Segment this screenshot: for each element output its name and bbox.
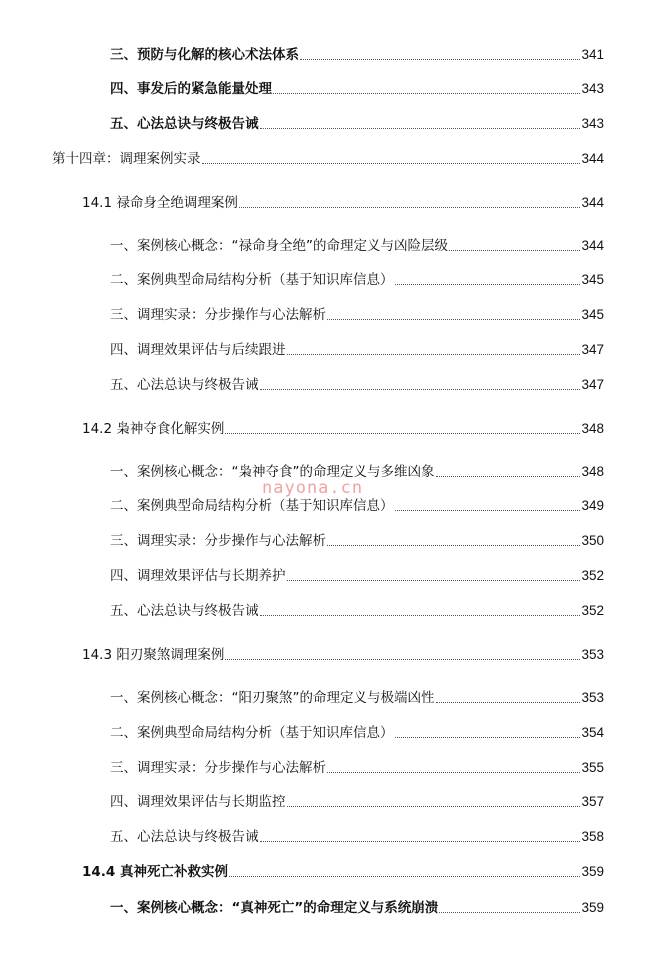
toc-entry-title: 五、心法总诀与终极告诫: [110, 603, 259, 619]
toc-entry[interactable]: [82, 644, 604, 664]
toc-leader-dots: [327, 545, 580, 546]
toc-leader-dots: [287, 580, 581, 581]
toc-entry-title: 一、案例核心概念：“枭神夺食”的命理定义与多维凶象: [110, 464, 435, 480]
toc-page-number: 343: [581, 81, 604, 96]
toc-page-number: 348: [581, 421, 604, 436]
toc-leader-dots: [260, 615, 581, 616]
toc-leader-dots: [287, 806, 581, 807]
toc-leader-dots: [229, 876, 580, 877]
toc-leader-dots: [395, 737, 581, 738]
toc-entry-title: 二、案例典型命局结构分析（基于知识库信息）: [110, 725, 394, 741]
toc-page-number: 357: [581, 794, 604, 809]
toc-page-number: 349: [581, 498, 604, 513]
toc-leader-dots: [260, 389, 581, 390]
toc-entry[interactable]: [110, 600, 604, 620]
toc-page-number: 359: [581, 864, 604, 879]
toc-page-number: 353: [581, 690, 604, 705]
toc-entry-title: 四、调理效果评估与长期监控: [110, 794, 286, 810]
toc-leader-dots: [225, 659, 580, 660]
toc-page-number: 354: [581, 725, 604, 740]
toc-leader-dots: [395, 510, 581, 511]
toc-entry-title: 14.4 真神死亡补救实例: [82, 864, 229, 880]
toc-entry[interactable]: [110, 78, 604, 98]
toc-page-number: 345: [581, 272, 604, 287]
toc-entry-title: 四、事发后的紧急能量处理: [110, 81, 272, 97]
toc-leader-dots: [439, 912, 580, 913]
toc-page-number: 343: [581, 116, 604, 131]
toc-entry-title: 一、案例核心概念：“禄命身全绝”的命理定义与凶险层级: [110, 238, 448, 254]
toc-leader-dots: [436, 702, 581, 703]
toc-page-number: 358: [581, 829, 604, 844]
toc-entry-title: 第十四章：调理案例实录: [52, 151, 201, 167]
toc-entry-title: 三、调理实录：分步操作与心法解析: [110, 760, 326, 776]
toc-entry-title: 一、案例核心概念：“真神死亡”的命理定义与系统崩溃: [110, 900, 439, 916]
toc-entry-title: 五、心法总诀与终极告诫: [110, 829, 259, 845]
toc-entry[interactable]: [110, 687, 604, 707]
toc-entry[interactable]: [82, 418, 604, 438]
toc-entry-title: 三、调理实录：分步操作与心法解析: [110, 533, 326, 549]
toc-entry-title: 三、调理实录：分步操作与心法解析: [110, 307, 326, 323]
toc-leader-dots: [327, 319, 580, 320]
toc-entry[interactable]: [82, 861, 604, 881]
toc-page-number: 352: [581, 568, 604, 583]
toc-page-number: 345: [581, 307, 604, 322]
toc-leader-dots: [395, 284, 581, 285]
toc-page-number: 353: [581, 647, 604, 662]
toc-leader-dots: [436, 476, 581, 477]
toc-page-number: 344: [581, 195, 604, 210]
toc-page-number: 355: [581, 760, 604, 775]
toc-page-number: 344: [581, 238, 604, 253]
toc-leader-dots: [260, 841, 581, 842]
toc-entry[interactable]: [110, 826, 604, 846]
toc-entry-title: 三、预防与化解的核心术法体系: [110, 47, 299, 63]
toc-entry[interactable]: [110, 495, 604, 515]
toc-page-number: 347: [581, 342, 604, 357]
toc-entry[interactable]: [110, 791, 604, 811]
toc-leader-dots: [260, 128, 581, 129]
toc-page-number: 350: [581, 533, 604, 548]
toc-entry[interactable]: [110, 757, 604, 777]
toc-leader-dots: [287, 354, 581, 355]
toc-entry-title: 二、案例典型命局结构分析（基于知识库信息）: [110, 272, 394, 288]
toc-page-number: 359: [581, 900, 604, 915]
toc-page-number: 352: [581, 603, 604, 618]
toc-leader-dots: [449, 250, 580, 251]
toc-leader-dots: [202, 163, 581, 164]
toc-entry-title: 五、心法总诀与终极告诫: [110, 116, 259, 132]
toc-entry[interactable]: [110, 113, 604, 133]
toc-entry-title: 14.2 枭神夺食化解实例: [82, 421, 225, 437]
toc-page-number: 348: [581, 464, 604, 479]
toc-entry[interactable]: [110, 235, 604, 255]
toc-entry-title: 二、案例典型命局结构分析（基于知识库信息）: [110, 498, 394, 514]
toc-entry-title: 四、调理效果评估与长期养护: [110, 568, 286, 584]
toc-entry[interactable]: [110, 269, 604, 289]
toc-entry[interactable]: [110, 374, 604, 394]
toc-entry-title: 一、案例核心概念：“阳刃聚煞”的命理定义与极端凶性: [110, 690, 435, 706]
toc-page-number: 344: [581, 151, 604, 166]
toc-entry[interactable]: [52, 148, 604, 168]
toc-page-number: 341: [581, 47, 604, 62]
toc-leader-dots: [273, 93, 580, 94]
toc-entry-title: 五、心法总诀与终极告诫: [110, 377, 259, 393]
toc-leader-dots: [225, 433, 580, 434]
toc-entry-title: 14.1 禄命身全绝调理案例: [82, 195, 238, 211]
toc-entry-title: 四、调理效果评估与后续跟进: [110, 342, 286, 358]
toc-entry[interactable]: [110, 565, 604, 585]
toc-entry[interactable]: [110, 44, 604, 64]
toc-entry-title: 14.3 阳刃聚煞调理案例: [82, 647, 225, 663]
toc-entry[interactable]: [82, 192, 604, 212]
toc-entry[interactable]: [110, 530, 604, 550]
toc-entry[interactable]: [110, 897, 604, 917]
toc-entry[interactable]: [110, 722, 604, 742]
toc-page-number: 347: [581, 377, 604, 392]
toc-entry[interactable]: [110, 339, 604, 359]
toc-leader-dots: [300, 59, 580, 60]
toc-entry[interactable]: [110, 304, 604, 324]
toc-leader-dots: [239, 207, 581, 208]
watermark-text: nayona.cn: [262, 478, 364, 498]
toc-leader-dots: [327, 772, 580, 773]
